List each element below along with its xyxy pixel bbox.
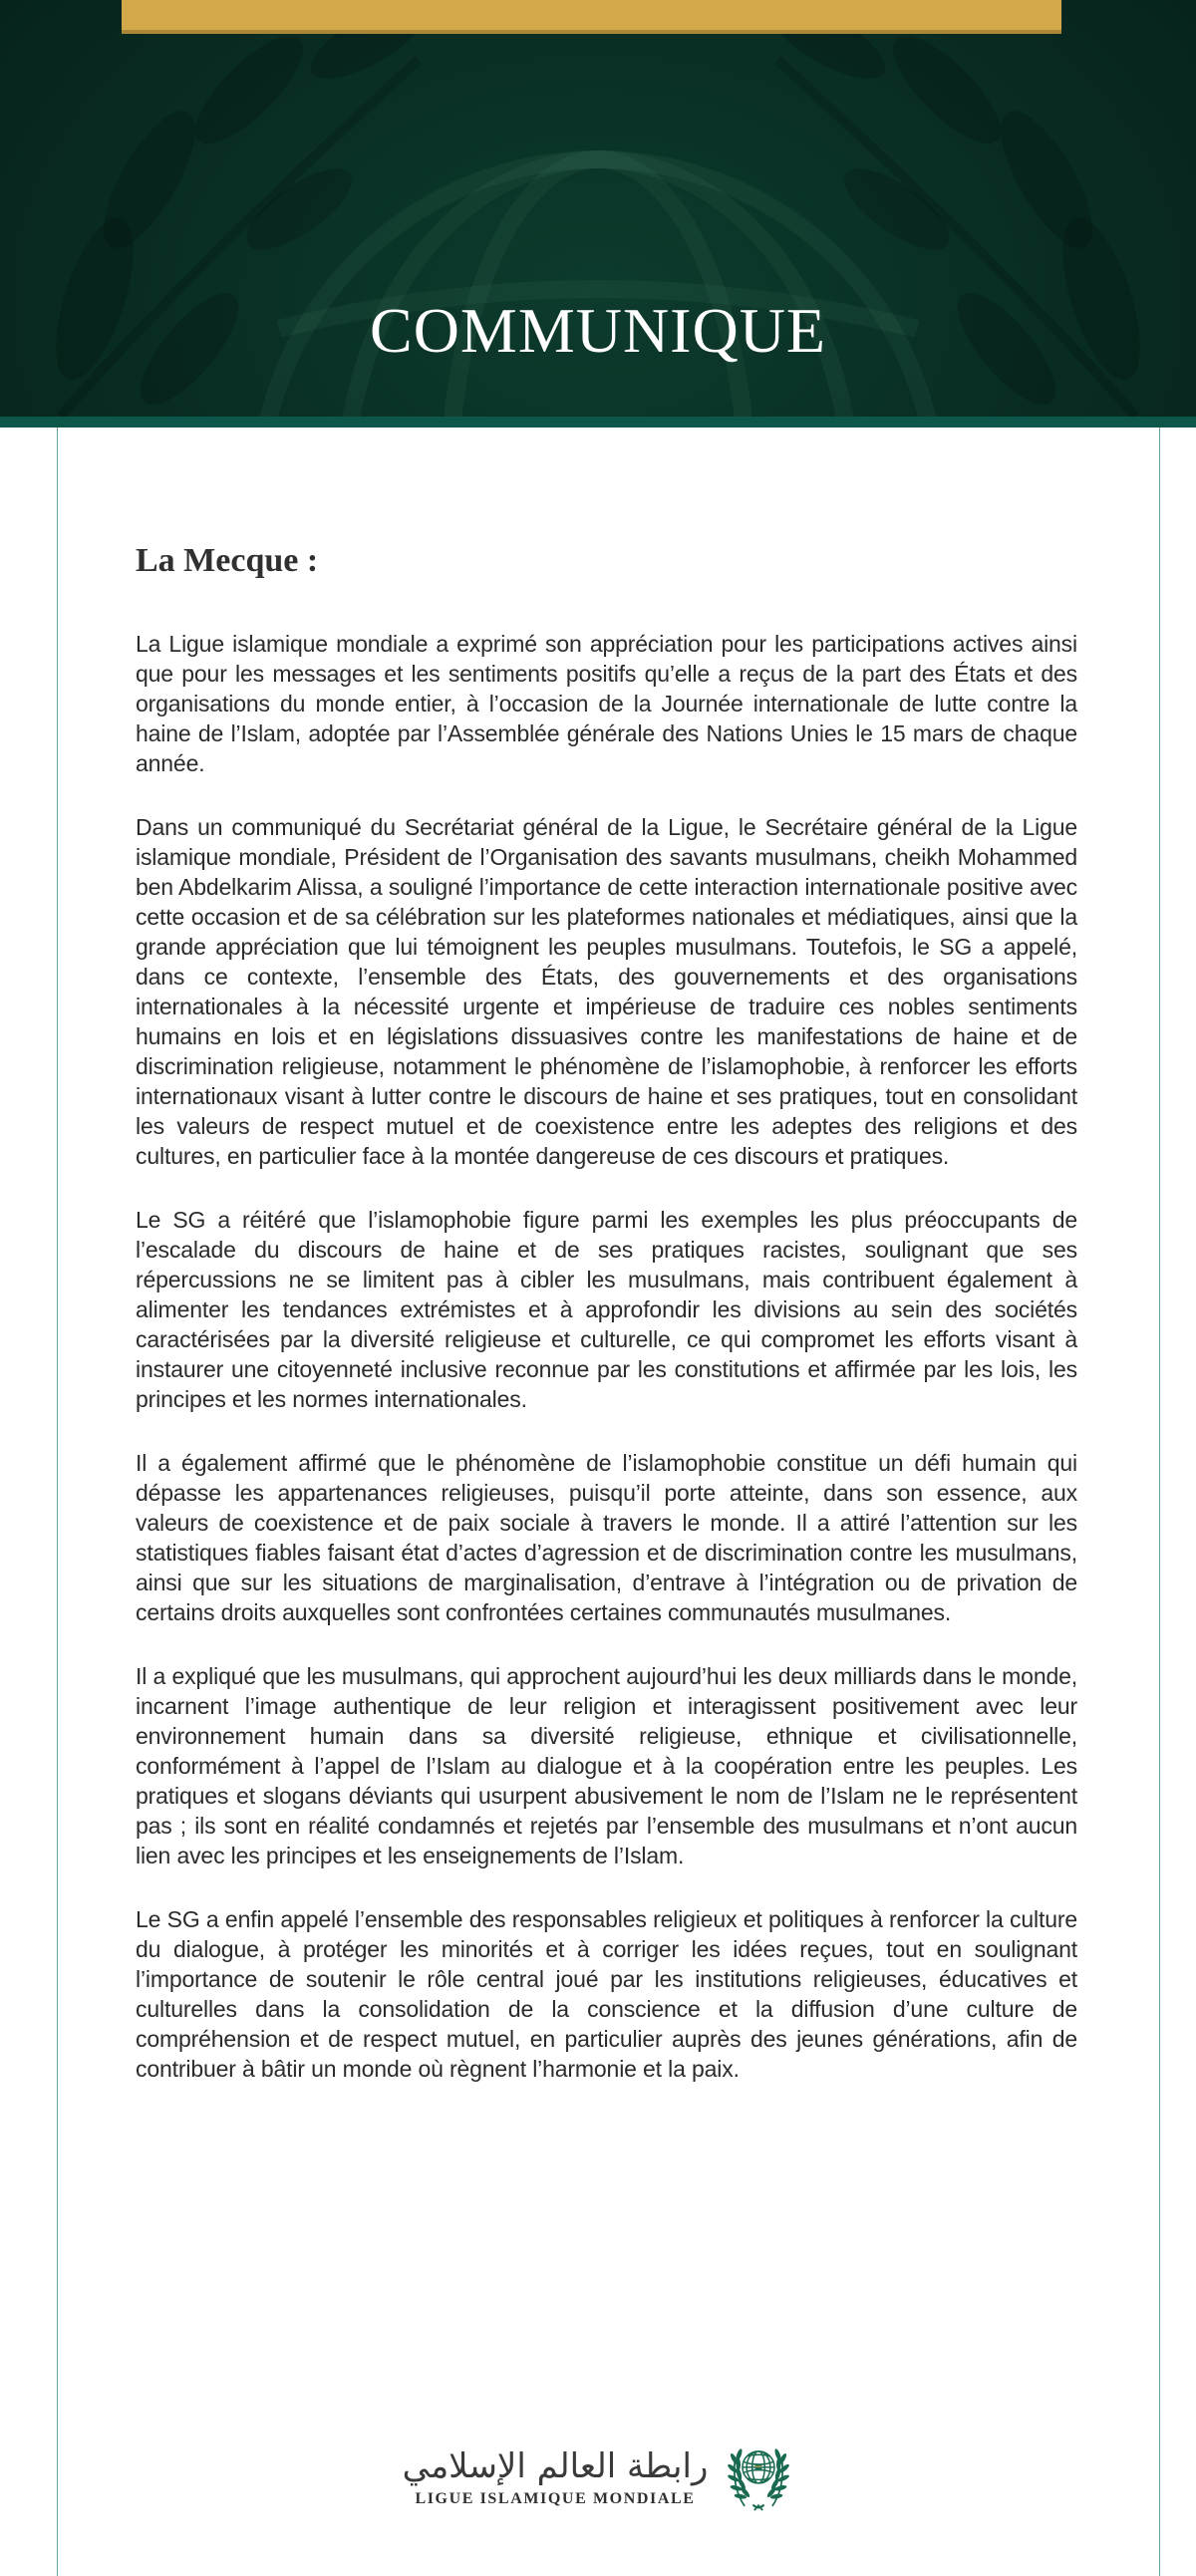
article-body <box>136 629 1077 2084</box>
mwl-emblem-icon <box>724 2439 793 2517</box>
org-name-arabic: رابطة العالم الإسلامي <box>402 2445 709 2486</box>
page-title: COMMUNIQUE <box>370 295 826 366</box>
paragraph: Le SG a réitéré que l’islamophobie figure parmi les exemples les plus préoccupants de l’escalade du discours de haine et de ses pratiques racistes, soulignant que ses répercussions ne se limitent pas à cibler les musulmans, mais contribuent également à alimenter les tendances extrémistes et à approfondir les divisions au sein des sociétés caractérisées par la diversité religieuse et culturelle, ce qui compromet les efforts visant à instaurer une citoyenneté inclusive reconnue par les constitutions et affirmée par les lois, les principes et les normes internationales. <box>136 1207 1077 1412</box>
dateline-heading: La Mecque : <box>136 542 319 579</box>
paragraph: Il a également affirmé que le phénomène de l’islamophobie constitue un défi humain qui dépasse les appartenances religieuses, puisqu’il porte atteinte, dans son essence, aux valeurs de coexistence et de paix sociale à travers le monde. Il a attiré l’attention sur les statistiques fiables faisant état d’actes d’agression et de discrimination contre les musulmans, ainsi que sur les situations de marginalisation, d’entrave à l’intégration ou de privation de certains droits auxquelles sont confrontées certaines communautés musulmanes. <box>136 1450 1077 1625</box>
header-banner <box>0 0 1196 417</box>
gold-accent-bar <box>122 0 1061 34</box>
org-name-french: LIGUE ISLAMIQUE MONDIALE <box>415 2490 696 2508</box>
text-column <box>136 428 1077 2118</box>
right-border-rule <box>1159 428 1160 2576</box>
paragraph: La Ligue islamique mondiale a exprimé son appréciation pour les participations actives ainsi que pour les messages et les sentiments positifs qu’elle a reçus de la part des États et des organisations du monde entier, à l’occasion de la Journée internationale de lutte contre la haine de l’Islam, adoptée par l’Assemblée générale des Nations Unies le 15 mars de chaque année. <box>136 631 1077 776</box>
globe-icon <box>259 159 937 417</box>
paragraph: Il a expliqué que les musulmans, qui approchent aujourd’hui les deux milliards dans le monde, incarnent l’image authentique de leur religion et interagissent positivement avec leur environnement humain dans sa diversité religieuse, ethnique et civilisationnelle, conformément à l’appel de l’Islam au dialogue et à la coopération entre les peuples. Les pratiques et slogans déviants qui usurpent abusivement le nom de l’Islam ne le représentent pas ; ils sont en réalité condamnés et rejetés par l’ensemble des musulmans et n’ont aucun lien avec les principes et les enseignements de l’Islam. <box>136 1663 1077 1868</box>
logo-wordmark <box>402 2445 709 2508</box>
left-border-rule <box>57 428 58 2576</box>
document-body <box>0 428 1196 2576</box>
organization-logo <box>0 2439 1196 2517</box>
teal-divider-strip <box>0 417 1196 428</box>
paragraph: Dans un communiqué du Secrétariat général de la Ligue, le Secrétaire général de la Ligue islamique mondiale, Président de l’Organisation des savants musulmans, cheikh Mohammed ben Abdelkarim Alissa, a souligné l’importance de cette interaction internationale positive avec cette occasion et de sa célébration sur les plateformes nationales et médiatiques, ainsi que la grande appréciation que lui témoignent les peuples musulmans. Toutefois, le SG a appelé, dans ce contexte, l’ensemble des États, des gouvernements et des organisations internationales à la nécessité urgente et impérieuse de traduire ces nobles sentiments humains en lois et en législations dissuasives contre les manifestations de haine et de discrimination religieuse, notamment le phénomène de l’islamophobie, à renforcer les efforts internationaux visant à lutter contre le discours de haine et ses pratiques, tout en consolidant les valeurs de respect mutuel et de coexistence entre les adeptes des religions et des cultures, en particulier face à la montée dangereuse de ces discours et pratiques. <box>136 814 1077 1169</box>
paragraph: Le SG a enfin appelé l’ensemble des responsables religieux et politiques à renforcer la culture du dialogue, à protéger les minorités et à corriger les idées reçues, tout en soulignant l’importance de soutenir le rôle central joué par les institutions religieuses, éducatives et culturelles dans la consolidation de la conscience et la diffusion d’une culture de compréhension et de respect mutuel, en particulier auprès des jeunes générations, afin de contribuer à bâtir un monde où règnent l’harmonie et la paix. <box>136 1906 1077 2082</box>
